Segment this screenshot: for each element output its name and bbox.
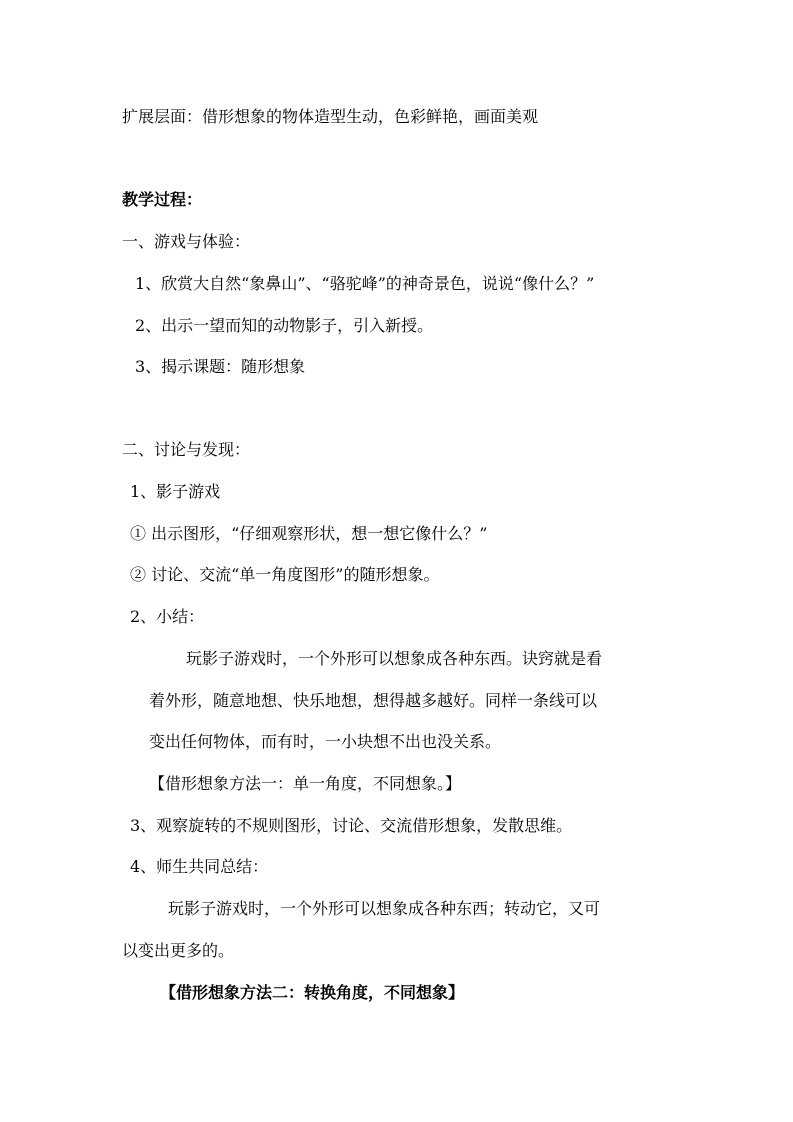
summary-line-2: 着外形，随意地想、快乐地想，想得越多越好。同样一条线可以 <box>149 691 598 710</box>
teaching-process-heading: 教学过程： <box>122 190 203 209</box>
section2-sub-1: ① 出示图形，“仔细观察形状，想一想它像什么？” <box>130 524 488 543</box>
method-one: 【借形想象方法一：单一角度，不同想象。】 <box>149 774 462 793</box>
section2-sub-2: ② 讨论、交流“单一角度图形”的随形想象。 <box>130 565 440 584</box>
summary-line-3: 变出任何物体，而有时，一小块想不出也没关系。 <box>149 732 502 751</box>
method-two: 【借形想象方法二：转换角度，不同想象】 <box>160 983 465 1002</box>
section1-heading: 一、游戏与体验： <box>122 232 251 251</box>
expand-level-text: 扩展层面：借形想象的物体造型生动，色彩鲜艳，画面美观 <box>122 107 539 126</box>
summary-line-1: 玩影子游戏时，一个外形可以想象成各种东西。诀窍就是看 <box>186 649 603 668</box>
conclusion-line-2: 以变出更多的。 <box>122 941 235 960</box>
section2-heading: 二、讨论与发现： <box>122 440 251 459</box>
section1-item-1: 1、欣赏大自然“象鼻山”、“骆驼峰”的神奇景色，说说“像什么？” <box>135 274 595 293</box>
section1-item-2: 2、出示一望而知的动物影子，引入新授。 <box>135 316 434 335</box>
conclusion-line-1: 玩影子游戏时，一个外形可以想象成各种东西；转动它，又可 <box>168 899 601 918</box>
section2-item-2: 2、小结： <box>130 607 205 626</box>
section2-item-3: 3、观察旋转的不规则图形，讨论、交流借形想象，发散思维。 <box>130 816 573 835</box>
section2-item-1: 1、影子游戏 <box>130 482 221 501</box>
section1-item-3: 3、揭示课题：随形想象 <box>135 357 306 376</box>
section2-item-4: 4、师生共同总结： <box>130 857 269 876</box>
